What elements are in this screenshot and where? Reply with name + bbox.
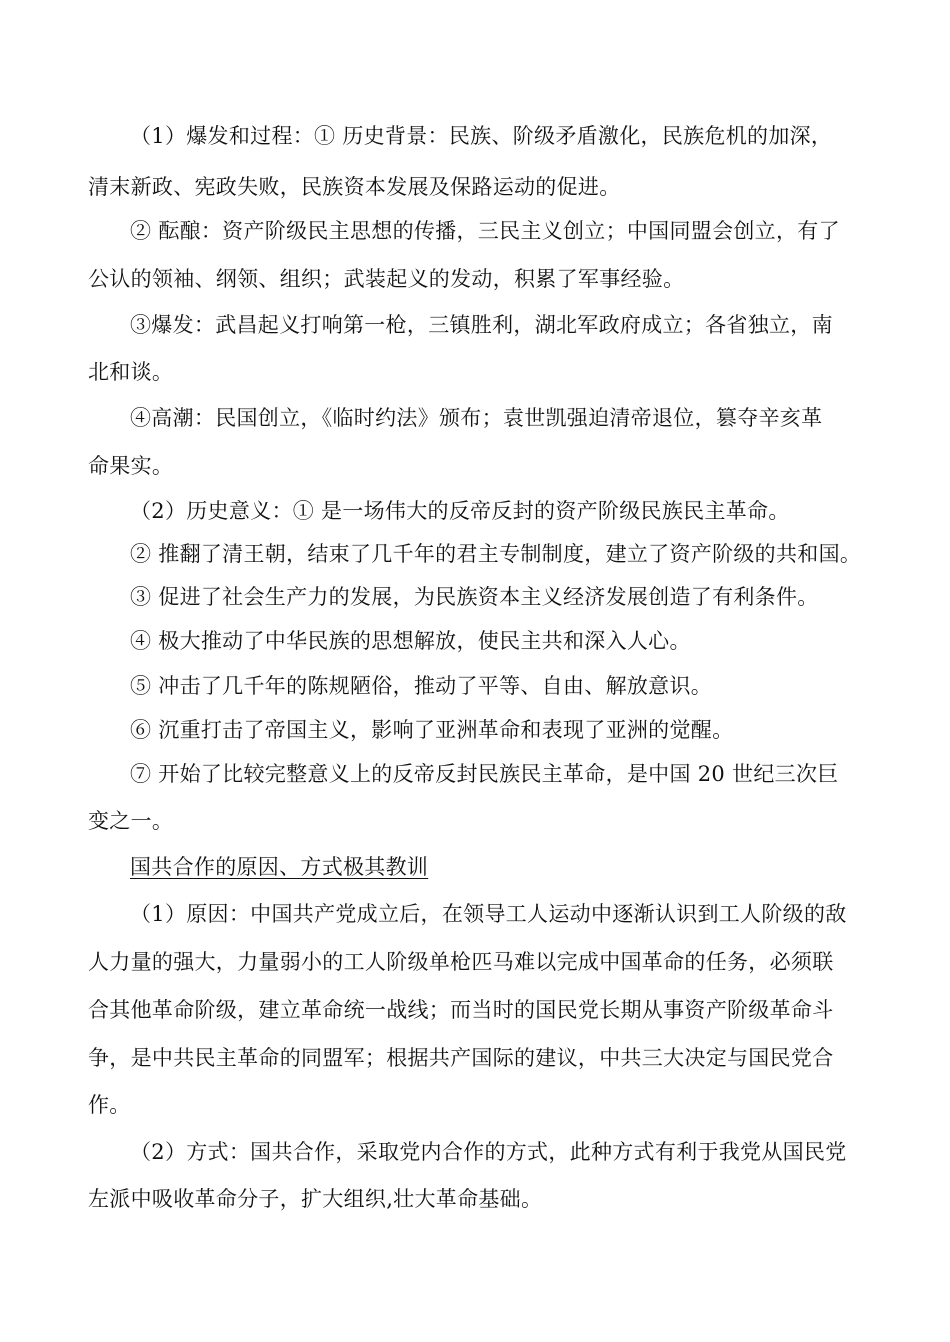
paragraph-line: 争，是中共民主革命的同盟军；根据共产国际的建议，中共三大决定与国民党合 <box>88 1046 834 1070</box>
paragraph-line: ④高潮：民国创立，《临时约法》颁布；袁世凯强迫清帝退位，篡夺辛亥革 <box>130 406 823 430</box>
section-heading: 国共合作的原因、方式极其教训 <box>130 855 429 879</box>
paragraph-line: ③爆发：武昌起义打响第一枪，三镇胜利，湖北军政府成立；各省独立，南 <box>130 313 833 337</box>
paragraph-line: 合其他革命阶级，建立革命统一战线；而当时的国民党长期从事资产阶级革命斗 <box>88 998 834 1022</box>
paragraph-line: ⑤ 冲击了几千年的陈规陋俗，推动了平等、自由、解放意识。 <box>130 674 713 698</box>
paragraph-line: ② 推翻了清王朝，结束了几千年的君主专制制度，建立了资产阶级的共和国。 <box>130 542 862 566</box>
paragraph-line: 命果实。 <box>88 454 174 478</box>
paragraph-line: 变之一。 <box>88 809 174 833</box>
paragraph-line: ② 酝酿：资产阶级民主思想的传播，三民主义创立；中国同盟会创立，有了 <box>130 219 840 243</box>
paragraph-line: ④ 极大推动了中华民族的思想解放，使民主共和深入人心。 <box>130 629 691 653</box>
paragraph-line: ③ 促进了社会生产力的发展，为民族资本主义经济发展创造了有利条件。 <box>130 585 819 609</box>
paragraph-line: 人力量的强大，力量弱小的工人阶级单枪匹马难以完成中国革命的任务，必须联 <box>88 950 834 974</box>
paragraph-line: 公认的领袖、纲领、组织；武装起义的发动，积累了军事经验。 <box>88 267 685 291</box>
paragraph-line: 左派中吸收革命分子，扩大组织,壮大革命基础。 <box>88 1187 543 1211</box>
paragraph-line: （1）原因：中国共产党成立后，在领导工人运动中逐渐认识到工人阶级的敌 <box>130 902 847 926</box>
paragraph-line: 北和谈。 <box>88 360 174 384</box>
paragraph-line: 作。 <box>88 1093 131 1117</box>
paragraph-line: （2）方式：国共合作，采取党内合作的方式，此种方式有利于我党从国民党 <box>130 1140 847 1164</box>
paragraph-line: ⑥ 沉重打击了帝国主义，影响了亚洲革命和表现了亚洲的觉醒。 <box>130 718 734 742</box>
paragraph-line: 清末新政、宪政失败，民族资本发展及保路运动的促进。 <box>88 175 621 199</box>
paragraph-line: （1）爆发和过程：① 历史背景：民族、阶级矛盾激化，民族危机的加深， <box>130 124 833 148</box>
paragraph-line: ⑦ 开始了比较完整意义上的反帝反封民族民主革命，是中国 20 世纪三次巨 <box>130 762 839 786</box>
paragraph-line: （2）历史意义：① 是一场伟大的反帝反封的资产阶级民族民主革命。 <box>130 499 790 523</box>
